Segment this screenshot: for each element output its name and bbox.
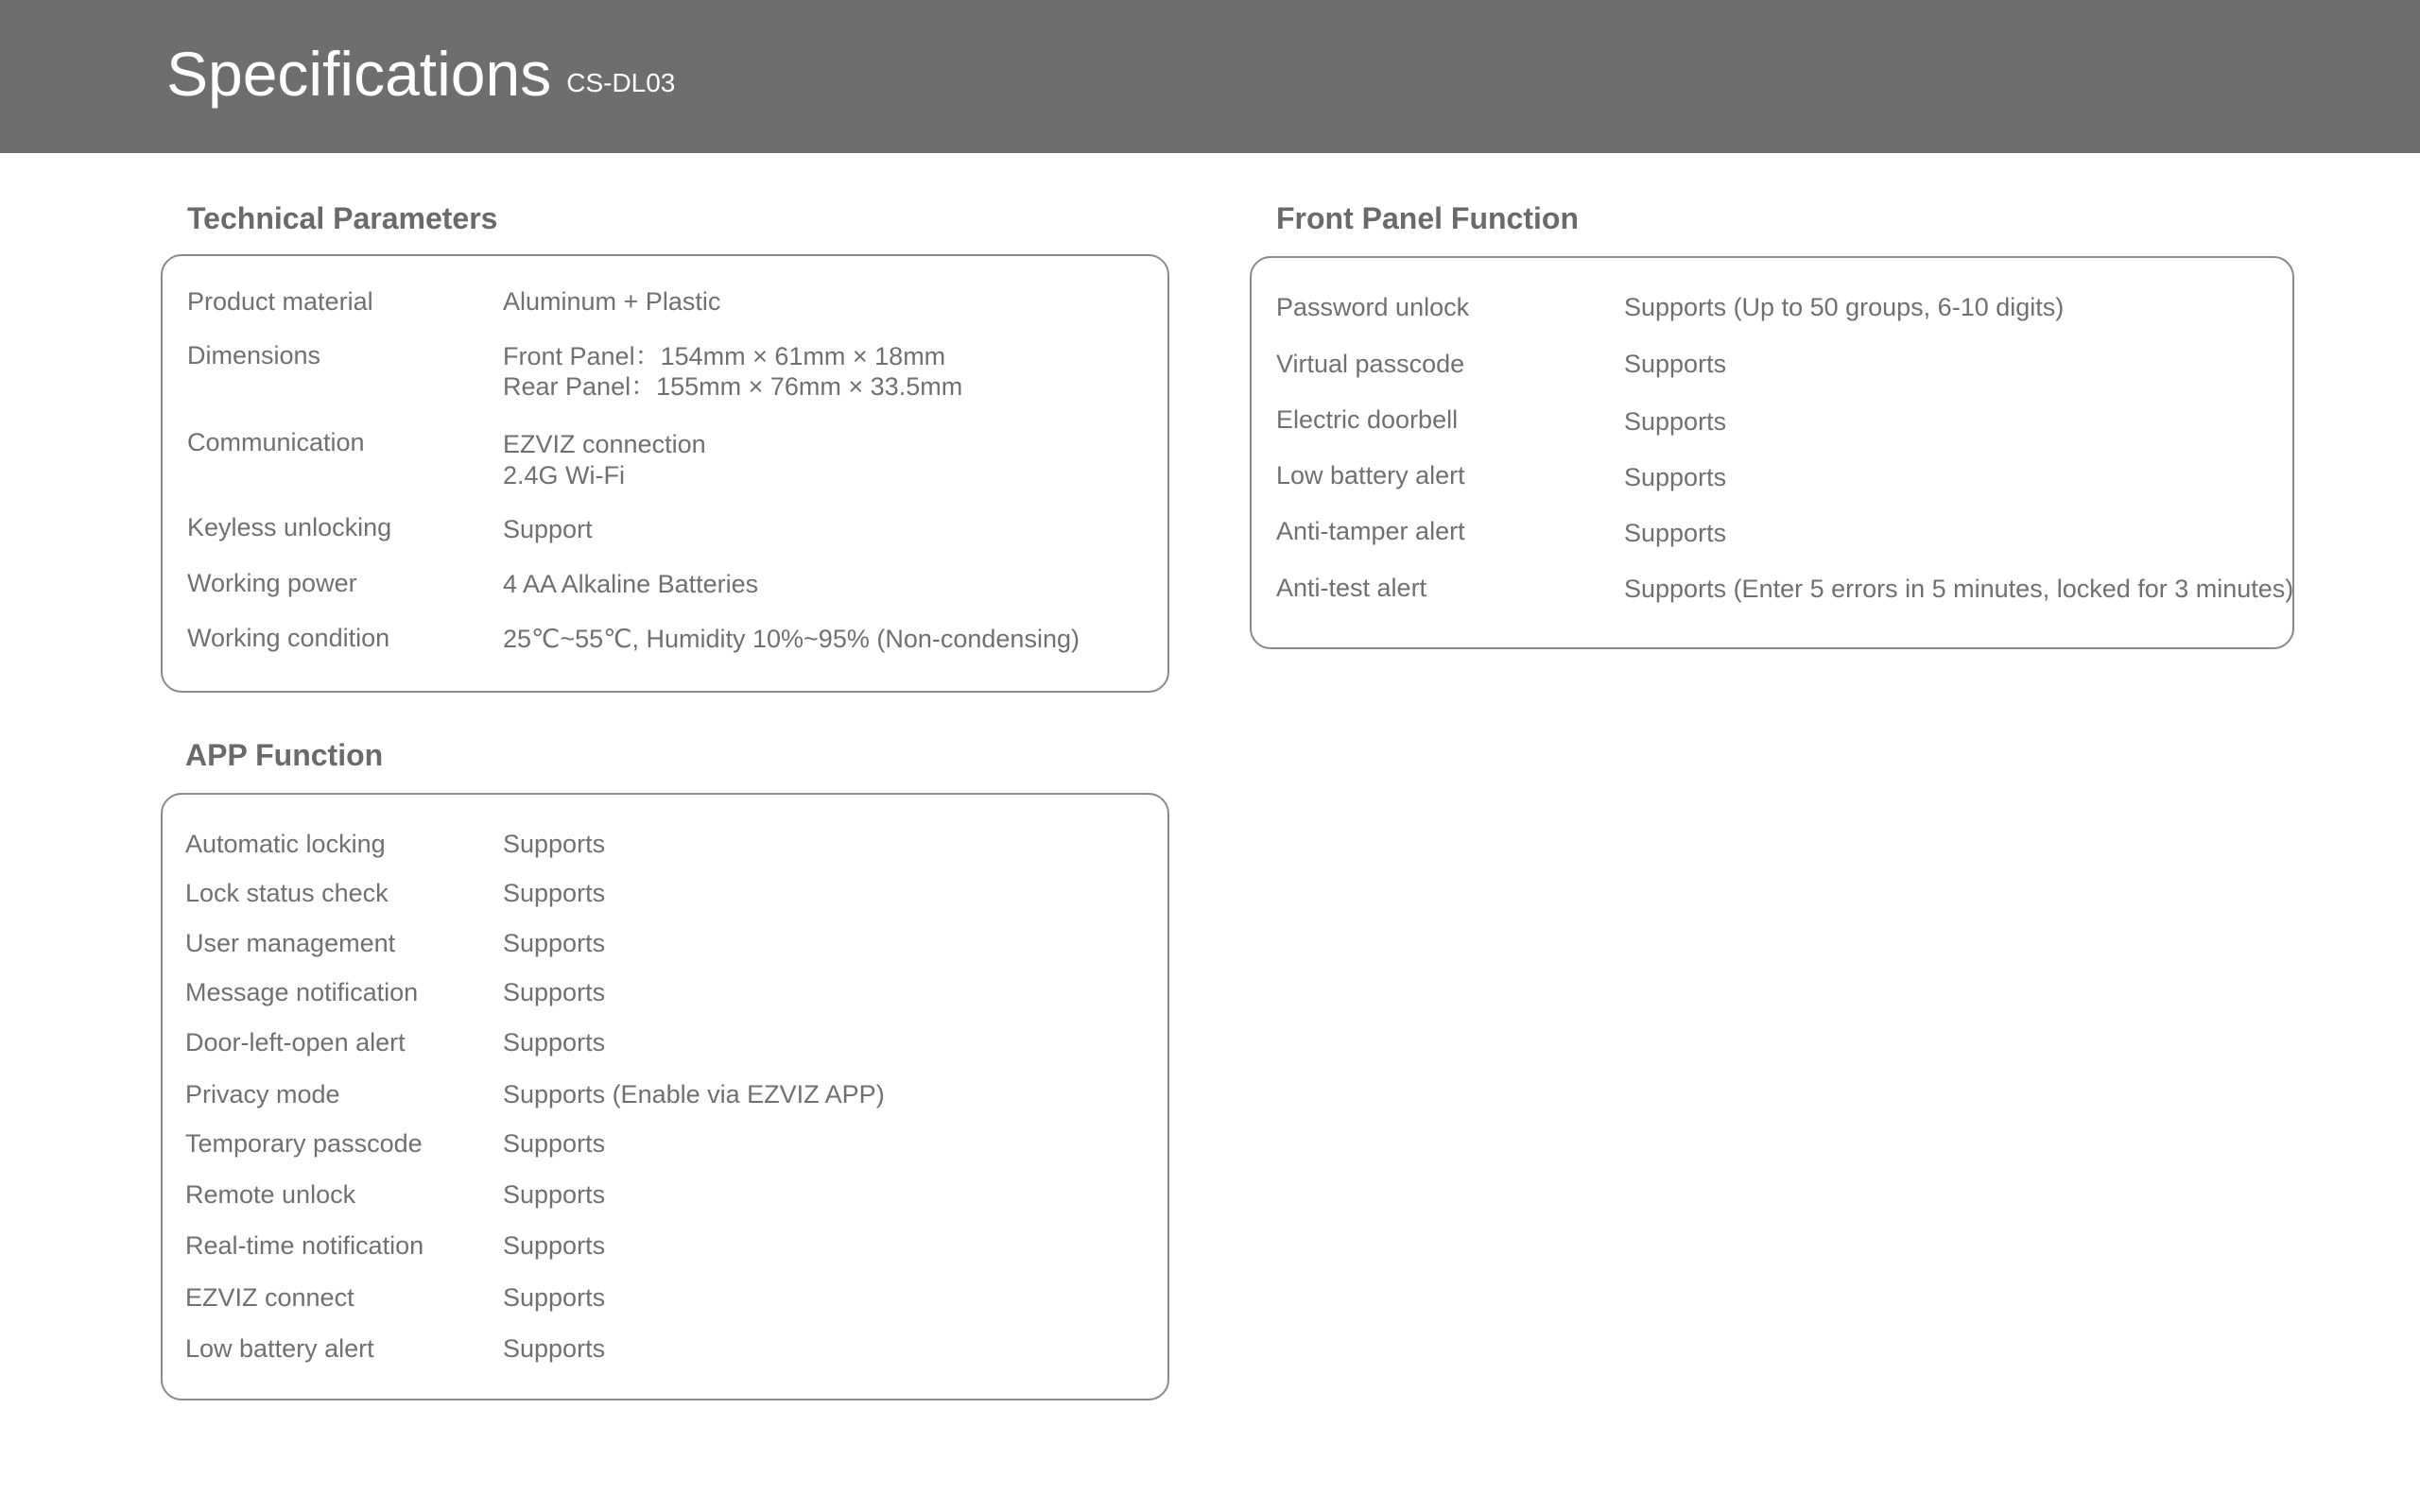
- tech-label-working-condition: Working condition: [187, 624, 390, 652]
- front-value-low-battery-alert: Supports: [1624, 463, 1727, 491]
- tech-label-communication: Communication: [187, 428, 365, 456]
- tech-value-communication-ezviz: EZVIZ connection: [503, 430, 706, 458]
- page-title-text: Specifications: [166, 39, 552, 109]
- front-value-anti-tamper-alert: Supports: [1624, 519, 1727, 547]
- app-value-low-battery-alert: Supports: [503, 1334, 606, 1363]
- app-label-remote-unlock: Remote unlock: [185, 1180, 356, 1209]
- tech-value-dimensions-rear: Rear Panel：155mm × 76mm × 33.5mm: [503, 372, 963, 401]
- app-value-door-left-open-alert: Supports: [503, 1028, 606, 1057]
- front-label-virtual-passcode: Virtual passcode: [1276, 350, 1465, 378]
- app-label-lock-status-check: Lock status check: [185, 879, 389, 907]
- front-value-password-unlock: Supports (Up to 50 groups, 6-10 digits): [1624, 293, 2065, 321]
- tech-value-working-condition: 25℃~55℃, Humidity 10%~95% (Non-condensing): [503, 625, 1080, 653]
- app-value-message-notification: Supports: [503, 978, 606, 1006]
- header-banner: [0, 0, 2420, 153]
- tech-label-keyless-unlocking: Keyless unlocking: [187, 513, 392, 541]
- app-label-door-left-open-alert: Door-left-open alert: [185, 1028, 406, 1057]
- front-label-anti-tamper-alert: Anti-tamper alert: [1276, 517, 1465, 545]
- app-label-real-time-notification: Real-time notification: [185, 1231, 424, 1260]
- app-value-privacy-mode: Supports (Enable via EZVIZ APP): [503, 1080, 885, 1108]
- tech-label-dimensions: Dimensions: [187, 341, 321, 369]
- app-label-low-battery-alert: Low battery alert: [185, 1334, 374, 1363]
- app-value-lock-status-check: Supports: [503, 879, 606, 907]
- front-value-anti-test-alert: Supports (Enter 5 errors in 5 minutes, locked for 3 minutes): [1624, 575, 2294, 603]
- page-title: [166, 36, 675, 121]
- front-value-electric-doorbell: Supports: [1624, 407, 1727, 436]
- app-value-temporary-passcode: Supports: [503, 1129, 606, 1158]
- tech-label-product-material: Product material: [187, 287, 373, 316]
- app-label-ezviz-connect: EZVIZ connect: [185, 1283, 354, 1312]
- app-label-privacy-mode: Privacy mode: [185, 1080, 340, 1108]
- app-label-message-notification: Message notification: [185, 978, 419, 1006]
- app-value-user-management: Supports: [503, 929, 606, 957]
- tech-value-communication-wifi: 2.4G Wi-Fi: [503, 461, 626, 490]
- front-panel-function-title: Front Panel Function: [1276, 201, 1579, 235]
- app-label-user-management: User management: [185, 929, 396, 957]
- front-value-virtual-passcode: Supports: [1624, 350, 1727, 378]
- front-label-anti-test-alert: Anti-test alert: [1276, 574, 1427, 602]
- app-value-automatic-locking: Supports: [503, 830, 606, 858]
- app-value-real-time-notification: Supports: [503, 1231, 606, 1260]
- front-label-electric-doorbell: Electric doorbell: [1276, 405, 1459, 434]
- app-value-remote-unlock: Supports: [503, 1180, 606, 1209]
- tech-value-product-material: Aluminum + Plastic: [503, 287, 721, 316]
- app-value-ezviz-connect: Supports: [503, 1283, 606, 1312]
- tech-value-dimensions-front: Front Panel：154mm × 61mm × 18mm: [503, 342, 946, 370]
- front-label-password-unlock: Password unlock: [1276, 293, 1470, 321]
- app-label-automatic-locking: Automatic locking: [185, 830, 386, 858]
- tech-value-working-power: 4 AA Alkaline Batteries: [503, 570, 759, 598]
- app-label-temporary-passcode: Temporary passcode: [185, 1129, 423, 1158]
- app-function-title: APP Function: [185, 738, 384, 772]
- model-number: CS-DL03: [566, 68, 676, 97]
- front-label-low-battery-alert: Low battery alert: [1276, 461, 1465, 490]
- technical-parameters-title: Technical Parameters: [187, 201, 498, 235]
- tech-value-keyless-unlocking: Support: [503, 515, 593, 543]
- tech-label-working-power: Working power: [187, 569, 357, 597]
